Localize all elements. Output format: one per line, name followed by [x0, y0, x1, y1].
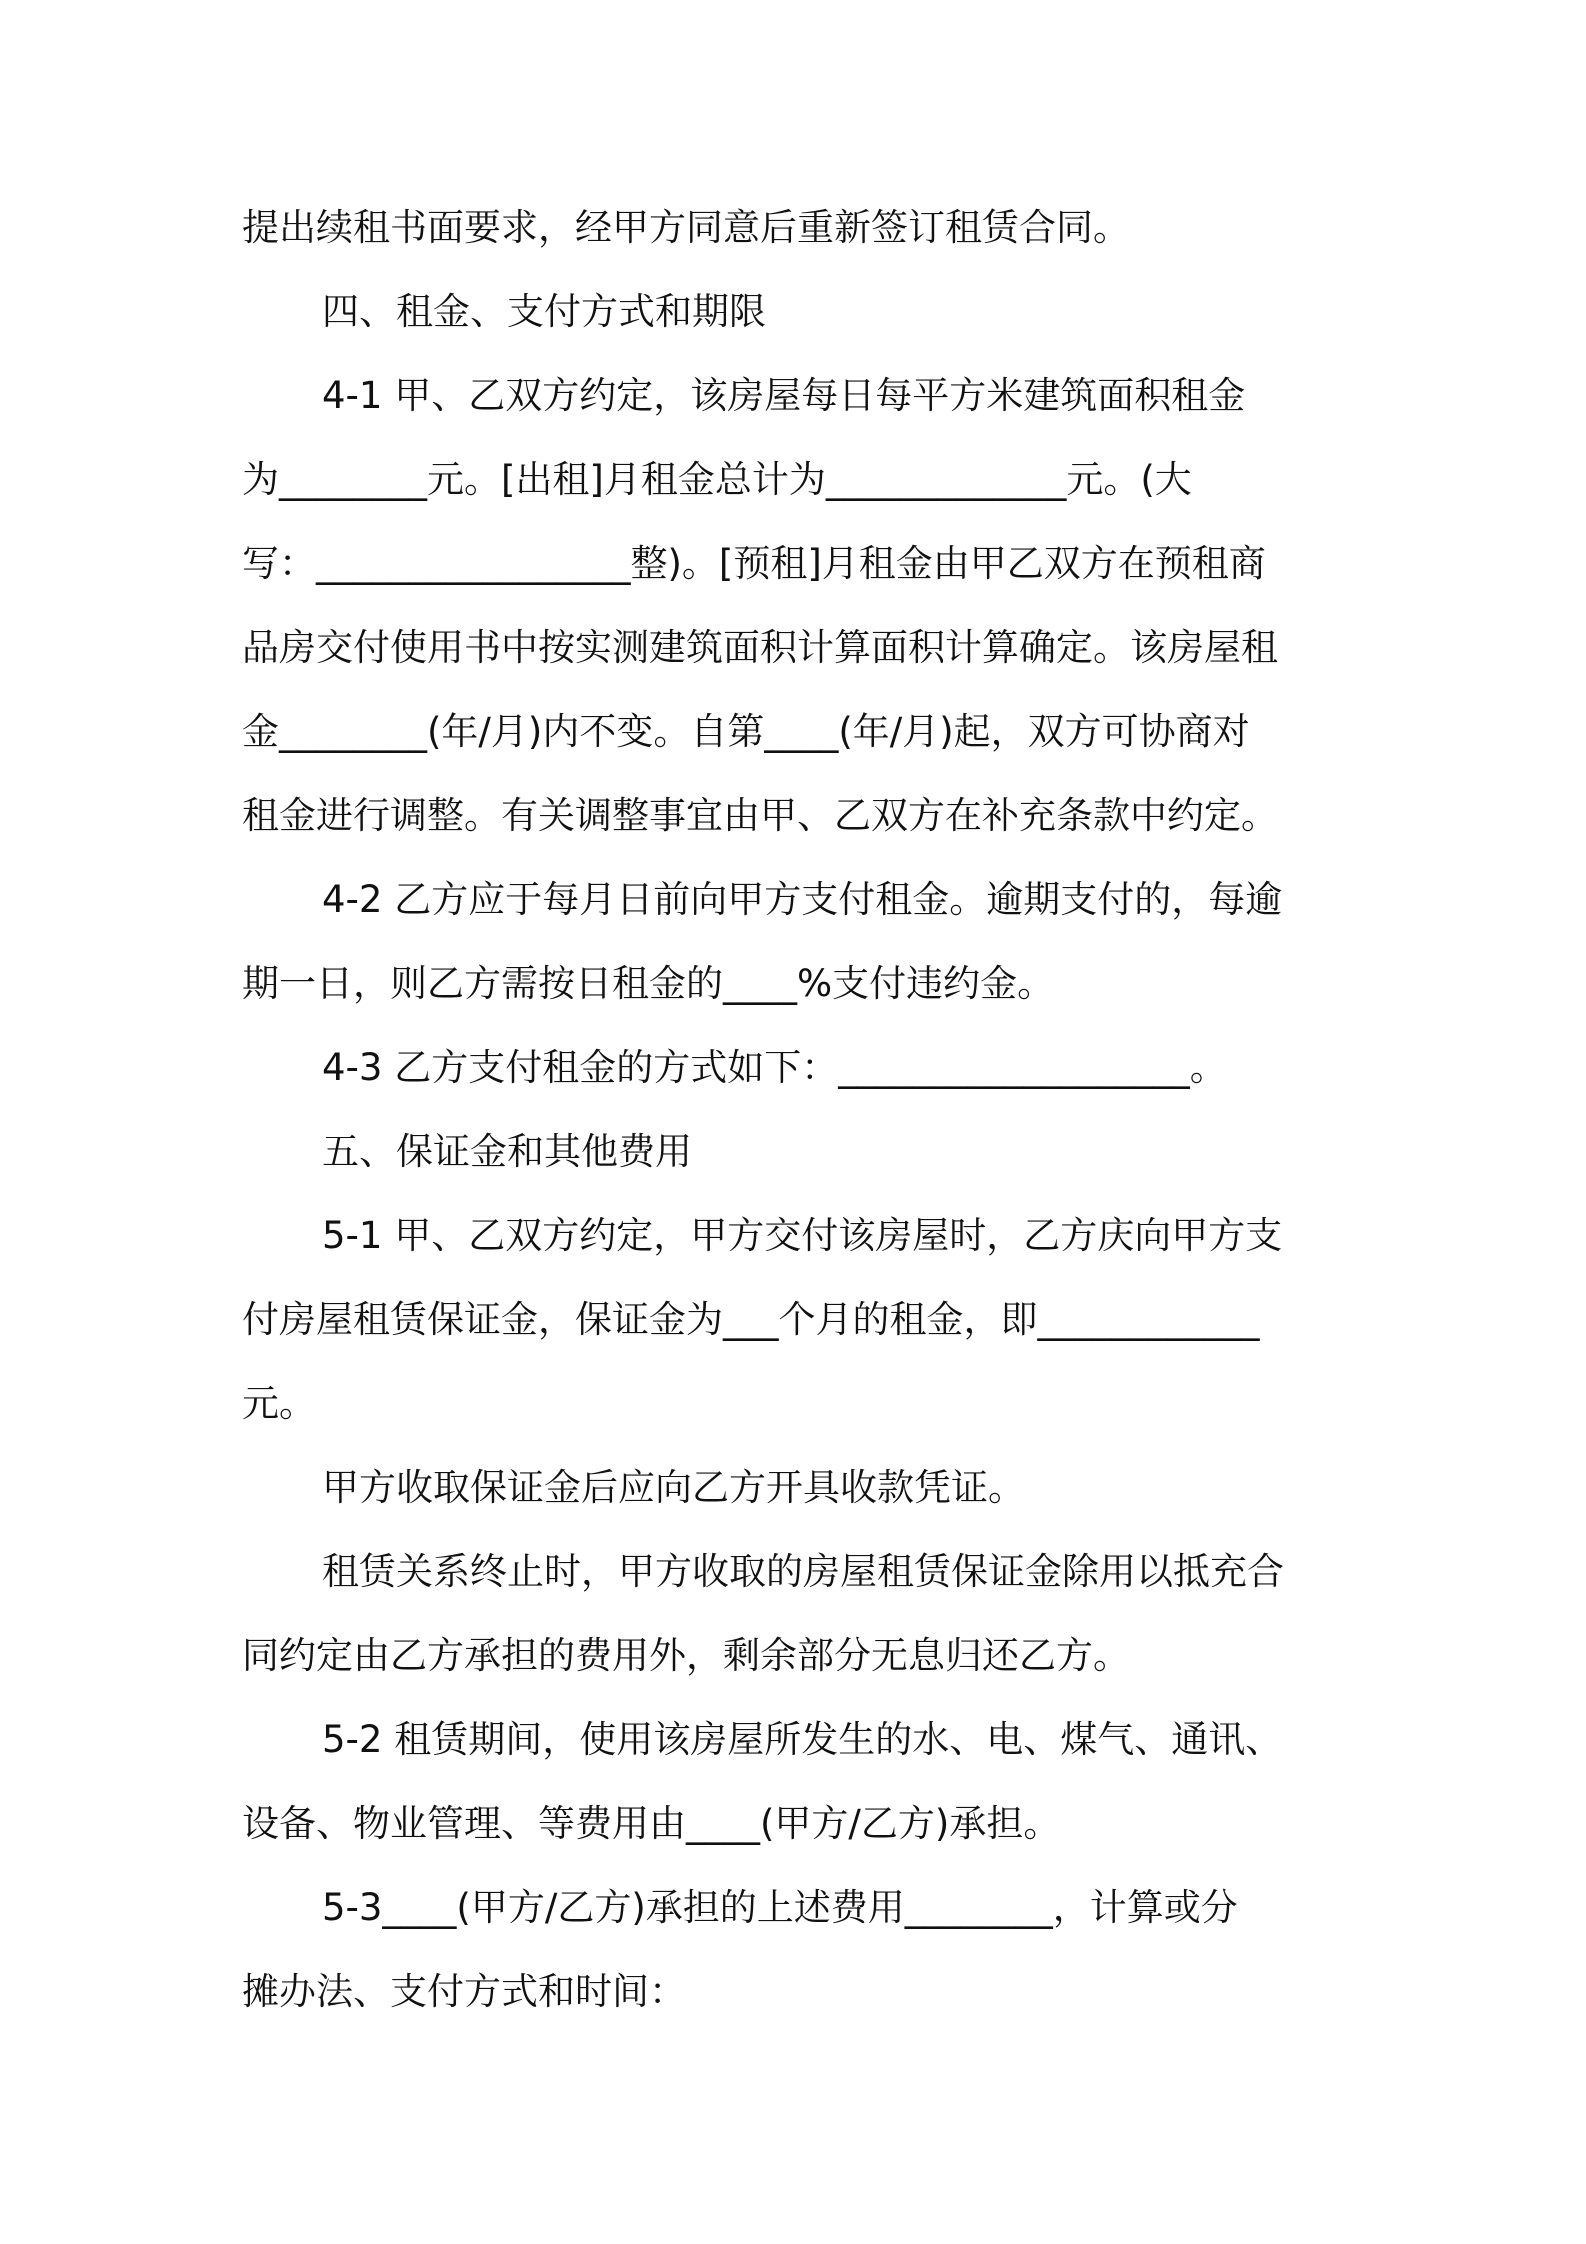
- text-line: 5-3____(甲方/乙方)承担的上述费用________，计算或分: [322, 1886, 1238, 1929]
- text-line: 4-1 甲、乙双方约定，该房屋每日每平方米建筑面积租金: [322, 374, 1246, 417]
- text-line: 写：_________________整)。[预租]月租金由甲乙双方在预租商: [242, 542, 1266, 585]
- text-line: 提出续租书面要求，经甲方同意后重新签订租赁合同。: [242, 206, 1130, 249]
- text-line: 品房交付使用书中按实测建筑面积计算面积计算确定。该房屋租: [242, 626, 1278, 669]
- section-heading: 五、保证金和其他费用: [322, 1130, 692, 1173]
- text-line: 期一日，则乙方需按日租金的____%支付违约金。: [242, 962, 1055, 1005]
- text-line: 元。: [242, 1382, 316, 1425]
- text-line: 甲方收取保证金后应向乙方开具收款凭证。: [322, 1466, 1025, 1509]
- text-line: 租金进行调整。有关调整事宜由甲、乙双方在补充条款中约定。: [242, 794, 1278, 837]
- text-line: 5-1 甲、乙双方约定，甲方交付该房屋时，乙方庆向甲方支: [322, 1214, 1283, 1257]
- text-line: 付房屋租赁保证金，保证金为___个月的租金，即____________: [242, 1298, 1260, 1341]
- text-line: 租赁关系终止时，甲方收取的房屋租赁保证金除用以抵充合: [322, 1550, 1284, 1593]
- text-line: 摊办法、支付方式和时间：: [242, 1970, 686, 2013]
- section-heading: 四、租金、支付方式和期限: [322, 290, 766, 333]
- text-line: 金________(年/月)内不变。自第____(年/月)起，双方可协商对: [242, 710, 1250, 753]
- text-line: 4-2 乙方应于每月日前向甲方支付租金。逾期支付的，每逾: [322, 878, 1283, 921]
- text-line: 为________元。[出租]月租金总计为_____________元。(大: [242, 458, 1192, 501]
- text-line: 5-2 租赁期间，使用该房屋所发生的水、电、煤气、通讯、: [322, 1718, 1283, 1761]
- text-line: 设备、物业管理、等费用由____(甲方/乙方)承担。: [242, 1802, 1061, 1845]
- text-line: 4-3 乙方支付租金的方式如下：___________________。: [322, 1046, 1227, 1089]
- text-line: 同约定由乙方承担的费用外，剩余部分无息归还乙方。: [242, 1634, 1130, 1677]
